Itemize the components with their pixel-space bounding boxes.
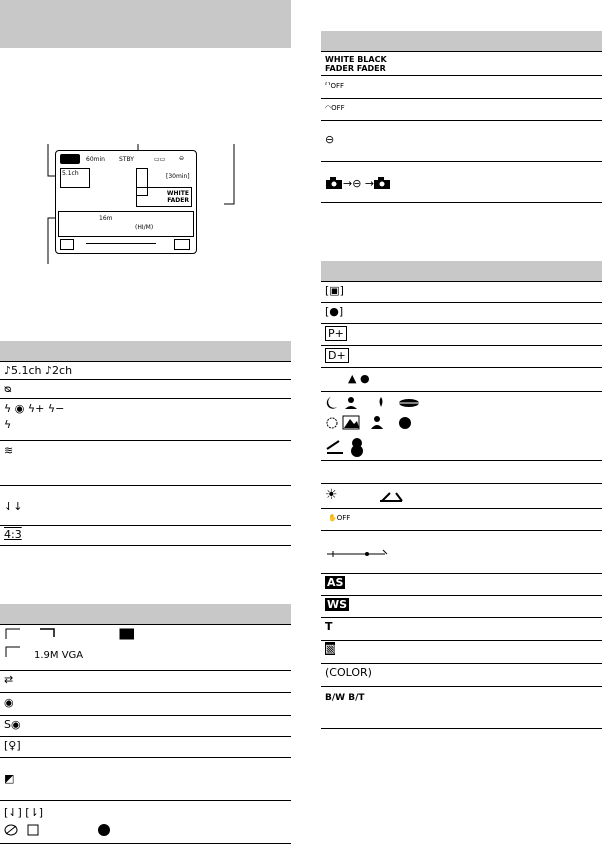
recording-media-symbols: [⇃] [⇂] xyxy=(4,806,44,819)
digital-plus-symbol: D+ xyxy=(325,348,349,363)
right-table-2-header xyxy=(321,261,602,281)
exposure-symbol: ◩ xyxy=(4,772,15,785)
flash-symbols: ϟ ◉ ϟ+ ϟ− xyxy=(4,402,65,415)
continuous-shooting-symbol: ⇄ xyxy=(4,673,14,686)
flash-off-symbol: ϟ xyxy=(4,418,12,431)
spot-metering-symbol: S◉ xyxy=(4,718,21,731)
media-indicator: ▭▭ xyxy=(154,156,166,163)
tele-macro-symbol: T xyxy=(325,620,333,633)
battery-indicator: 60min xyxy=(86,156,105,163)
scene-selection-icons xyxy=(325,395,445,457)
right-table-1-header xyxy=(321,31,602,51)
wind-noise-symbol: ≋ xyxy=(4,444,14,457)
white-balance-symbol: ☀ xyxy=(325,487,338,503)
zoom-scale-icon xyxy=(325,547,389,561)
hdd-warning-symbol: ⊖ xyxy=(325,133,335,146)
spot-focus-symbol: [♀] xyxy=(4,739,21,752)
color-slow-shutter-symbol: (COLOR) xyxy=(325,666,372,679)
zebra-symbol: ▧ xyxy=(325,642,336,655)
picture-effect-symbols: B/W B/T xyxy=(325,693,365,703)
left-indicator-box xyxy=(60,168,90,188)
section-header-box xyxy=(0,0,291,48)
left-table-2-header xyxy=(0,604,291,624)
tele-macro-off-label: OFF xyxy=(331,104,345,112)
image-size-indicator: 16m xyxy=(99,215,113,222)
self-timer-symbol: ᴓ xyxy=(4,382,12,395)
steadyshot-off-label: OFF xyxy=(336,514,351,522)
quality-indicator: (HI/M) xyxy=(135,224,154,231)
audio-mode-symbols: ♪5.1ch ♪2ch xyxy=(4,364,73,377)
tele-macro-off-symbol: ◠OFF xyxy=(325,104,345,112)
bottom-indicator-box xyxy=(58,211,194,237)
copy-direction-symbols: →⊖ →▯ xyxy=(343,177,381,190)
fader-symbols: WHITE BLACK FADER FADER xyxy=(325,55,387,73)
mic-level-symbol: ⇃↓ xyxy=(4,500,23,513)
right-indicator-box xyxy=(136,187,192,207)
remaining-time: [30min] xyxy=(166,173,190,180)
camera-icon-1 xyxy=(325,177,345,189)
zoom-bar xyxy=(86,243,156,244)
fader-indicator: WHITE FADER xyxy=(166,190,189,204)
lcd-screen xyxy=(55,150,197,254)
home-button xyxy=(60,154,80,164)
smile-shutter-symbol: [●] xyxy=(325,305,344,318)
left-table-1-header xyxy=(0,341,291,361)
aspect-ratio-symbol: 4:3 xyxy=(4,528,22,541)
hdd-icon: ⊖ xyxy=(179,155,185,162)
lcd-backlight-off-symbol: ⸢⸣OFF xyxy=(325,82,345,90)
scene-symbols-top: ▲ ● xyxy=(348,372,370,385)
image-size-labels: 1.9M VGA xyxy=(34,650,84,661)
face-detection-symbol: [▣] xyxy=(325,284,344,297)
auto-slow-shutter-symbol: AS xyxy=(327,576,344,589)
audio-indicator: 5.1ch xyxy=(62,170,79,177)
metering-symbol: ◉ xyxy=(4,696,14,709)
white-balance-onepush-icon xyxy=(378,490,404,502)
media-warning-icons xyxy=(4,822,124,838)
steadyshot-off-symbol: ✋OFF xyxy=(328,514,351,522)
lcd-backlight-off-label: OFF xyxy=(330,82,345,90)
wide-select-symbol: WS xyxy=(327,598,348,611)
standby-indicator: STBY xyxy=(119,156,134,163)
photo-plus-symbol: P+ xyxy=(325,326,347,341)
play-button xyxy=(60,239,74,250)
option-button xyxy=(174,239,190,250)
